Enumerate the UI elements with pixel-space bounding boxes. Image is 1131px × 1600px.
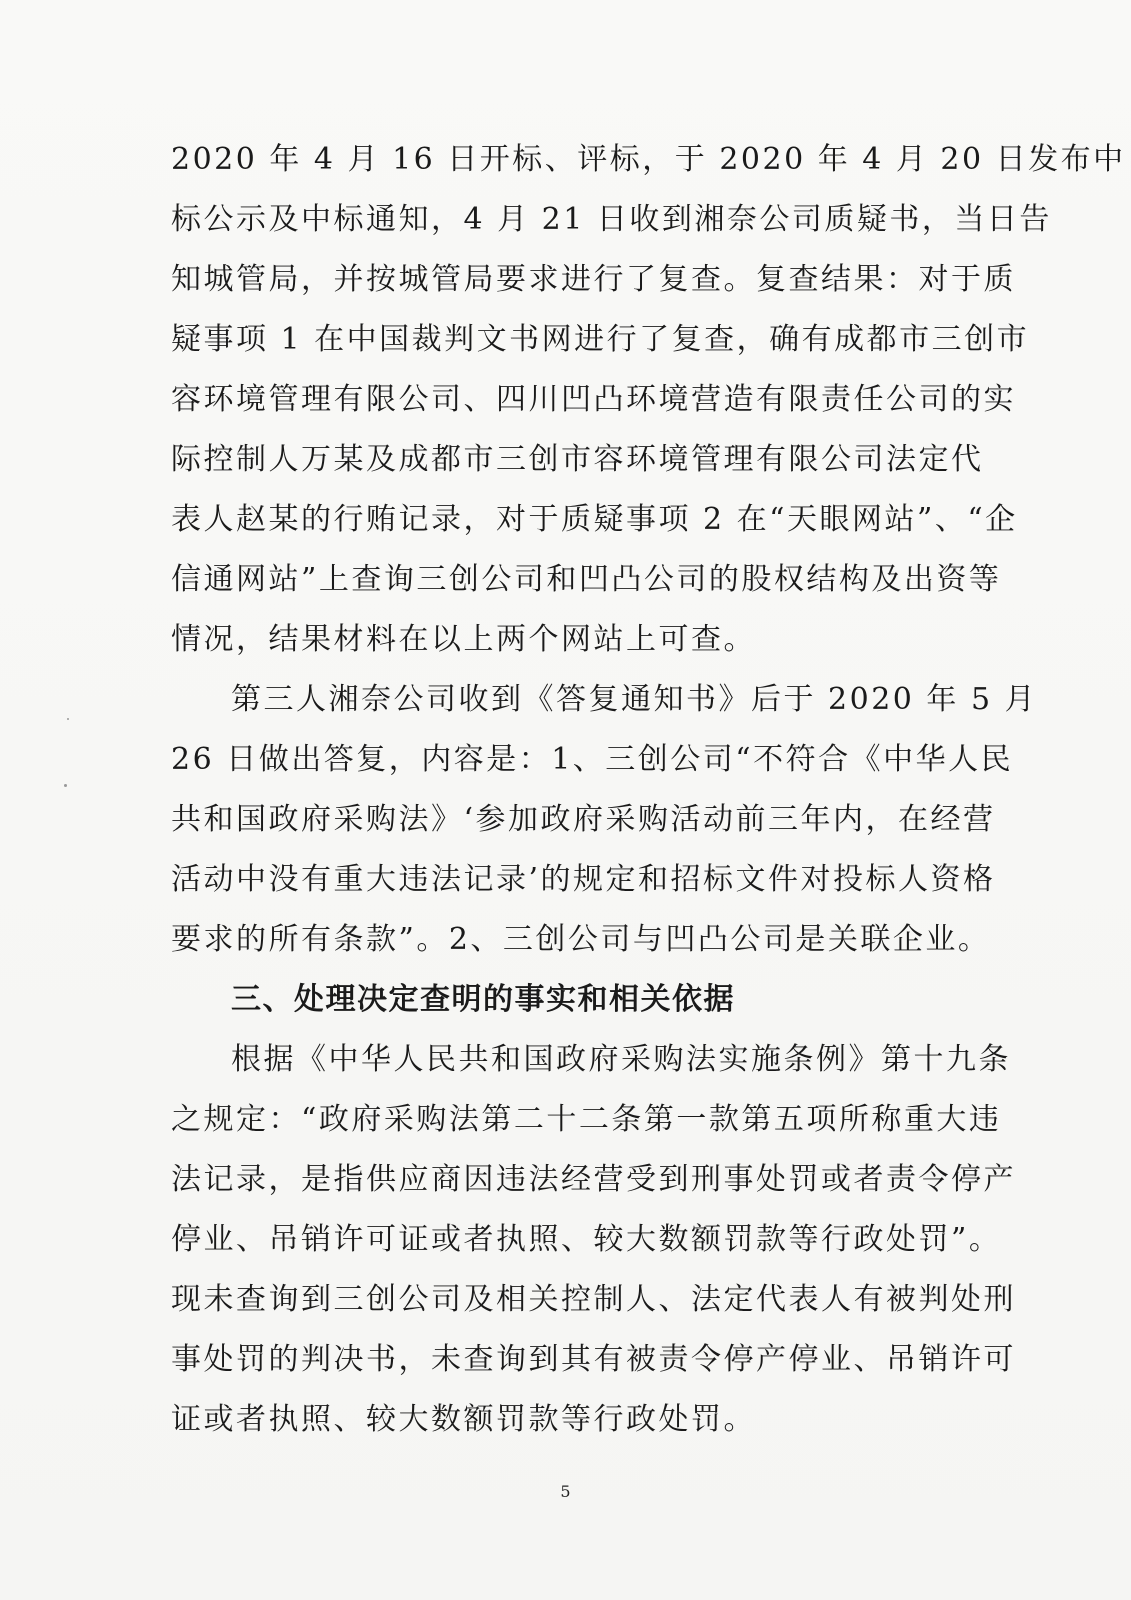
body-text-line: 疑事项 1 在中国裁判文书网进行了复查，确有成都市三创市	[171, 322, 1030, 357]
body-text-line: 际控制人万某及成都市三创市容环境管理有限公司法定代	[171, 442, 984, 477]
body-text-line: 要求的所有条款”。2、三创公司与凹凸公司是关联企业。	[171, 922, 991, 957]
body-text-line: 活动中没有重大违法记录’的规定和招标文件对投标人资格	[171, 862, 996, 897]
body-text-line: 知城管局，并按城管局要求进行了复查。复查结果：对于质	[171, 262, 1016, 297]
page-number: 5	[560, 1482, 571, 1501]
body-text-line: 共和国政府采购法》‘参加政府采购活动前三年内，在经营	[171, 802, 996, 837]
body-text-line: 之规定：“政府采购法第二十二条第一款第五项所称重大违	[171, 1102, 1002, 1137]
body-text-line: 停业、吊销许可证或者执照、较大数额罚款等行政处罚”。	[171, 1222, 1002, 1257]
body-text-line: 2020 年 4 月 16 日开标、评标，于 2020 年 4 月 20 日发布中	[171, 142, 1126, 177]
body-text-line: 容环境管理有限公司、四川凹凸环境营造有限责任公司的实	[171, 382, 1016, 417]
body-text-line: 情况，结果材料在以上两个网站上可查。	[171, 622, 756, 657]
body-text-line: 证或者执照、较大数额罚款等行政处罚。	[171, 1402, 756, 1437]
body-text-line: 26 日做出答复，内容是：1、三创公司“不符合《中华人民	[171, 742, 1014, 777]
body-text-line: 事处罚的判决书，未查询到其有被责令停产停业、吊销许可	[171, 1342, 1016, 1377]
section-heading: 三、处理决定查明的事实和相关依据	[231, 982, 735, 1017]
body-text-line: 信通网站”上查询三创公司和凹凸公司的股权结构及出资等	[171, 562, 1002, 597]
body-text-line: 第三人湘奈公司收到《答复通知书》后于 2020 年 5 月	[231, 682, 1038, 717]
body-text-line: 法记录，是指供应商因违法经营受到刑事处罚或者责令停产	[171, 1162, 1016, 1197]
body-text-line: 表人赵某的行贿记录，对于质疑事项 2 在“天眼网站”、“企	[171, 502, 1018, 537]
scan-speck	[67, 718, 69, 720]
scan-speck	[64, 784, 67, 787]
body-text-line: 现未查询到三创公司及相关控制人、法定代表人有被判处刑	[171, 1282, 1016, 1317]
body-text-line: 标公示及中标通知，4 月 21 日收到湘奈公司质疑书，当日告	[171, 202, 1052, 237]
body-text-line: 根据《中华人民共和国政府采购法实施条例》第十九条	[231, 1042, 1011, 1077]
